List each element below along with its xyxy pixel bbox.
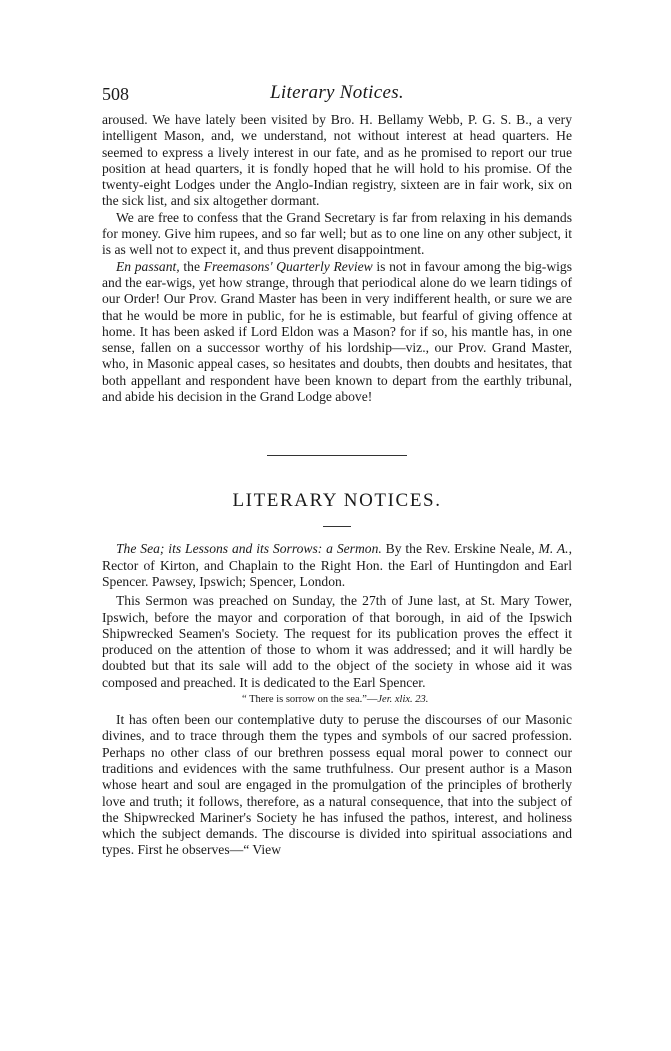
- scripture-reference: Jer. xlix. 23.: [377, 694, 429, 706]
- book-citation: The Sea; its Lessons and its Sorrows: a Sermon. By the Rev. Erskine Neale, M. A., Rector of Kirton, and Chaplain to the Right Hon. the Earl of Huntingdon and Earl Spencer. Pawsey, Ipswich; Spencer, London.: [102, 541, 572, 589]
- running-head: [102, 82, 572, 112]
- page: [102, 82, 572, 859]
- review-paragraph-2: It has often been our contemplative duty to peruse the discourses of our Masonic divines, and to trace through them the types and symbols of our sacred profession. Perhaps no other class of our brethren possess equal moral power to connect our traditions and evidences with the same truthfulness. Our present author is a Mason whose heart and soul are engaged in the promulgation of the principles of brotherly love and truth; it follows, therefore, as a natural consequence, that into the subject of the Shipwrecked Mariner's Society he has infused the pathos, interest, and holiness which the subject demands. The discourse is divided into spiritual associations and types. First he observes—“ View: [102, 712, 572, 858]
- article-paragraph-3: En passant, the Freemasons' Quarterly Review is not in favour among the big-wigs and the ear-wigs, yet how strange, through that periodical alone do we learn tidings of our Order! Our Prov. Grand Master has been in very indifferent health, or sure we are that he would be more in public, for he is estimable, but fearful of giving offence at home. It has been asked if Lord Eldon was a Mason? for if so, his mantle has, in one sense, fallen on a successor worthy of his lordship—viz., our Prov. Grand Master, who, in Masonic appeal cases, so hesitates and doubts, then doubts and hesitates, that both appellant and respondent have been known to depart from the earthly tribunal, and abide his decision in the Grand Lodge above!: [102, 258, 573, 405]
- book-title: The Sea; its Lessons and its Sorrows: a Sermon.: [116, 541, 382, 557]
- scripture-motto: “ There is sorrow on the sea.”—Jer. xlix. 23.: [242, 694, 429, 706]
- section-title: LITERARY NOTICES.: [232, 490, 442, 512]
- running-title: Literary Notices.: [270, 82, 404, 103]
- en-passant-phrase: En passant,: [116, 258, 180, 274]
- title-rule: [323, 526, 351, 527]
- review-paragraph-1: This Sermon was preached on Sunday, the 27th of June last, at St. Mary Tower, Ipswich, before the mayor and corporation of that borough, in aid of the Ipswich Shipwrecked Seamen's Society. The request for its publication proves the effect it produced on the attention of those to whom it was addressed; and it will hardly be doubted but that its sale will add to the object of the society in whose aid it was composed and preached. It is dedicated to the Earl Spencer.: [102, 593, 572, 690]
- periodical-title: Freemasons' Quarterly Review: [203, 258, 373, 274]
- article-paragraph-1: aroused. We have lately been visited by Bro. H. Bellamy Webb, P. G. S. B., a very intelligent Mason, and, we understand, not without interest at head quarters. He seemed to express a lively interest in our fate, and as he promised to report our true position at head quarters, it is fondly hoped that he will hold to his promise. Of the twenty-eight Lodges under the Anglo-Indian registry, sixteen are in fair work, six on the sick list, and six altogether dormant.: [102, 112, 572, 209]
- author-degree: M. A.: [538, 541, 569, 557]
- page-number: 508: [102, 84, 129, 104]
- article-paragraph-2: We are free to confess that the Grand Secretary is far from relaxing in his demands for money. Give him rupees, and so far well; but as to one line on any other subject, it is as well not to expect it, and thus prevent disappointment.: [102, 209, 572, 258]
- section-divider: [267, 455, 407, 456]
